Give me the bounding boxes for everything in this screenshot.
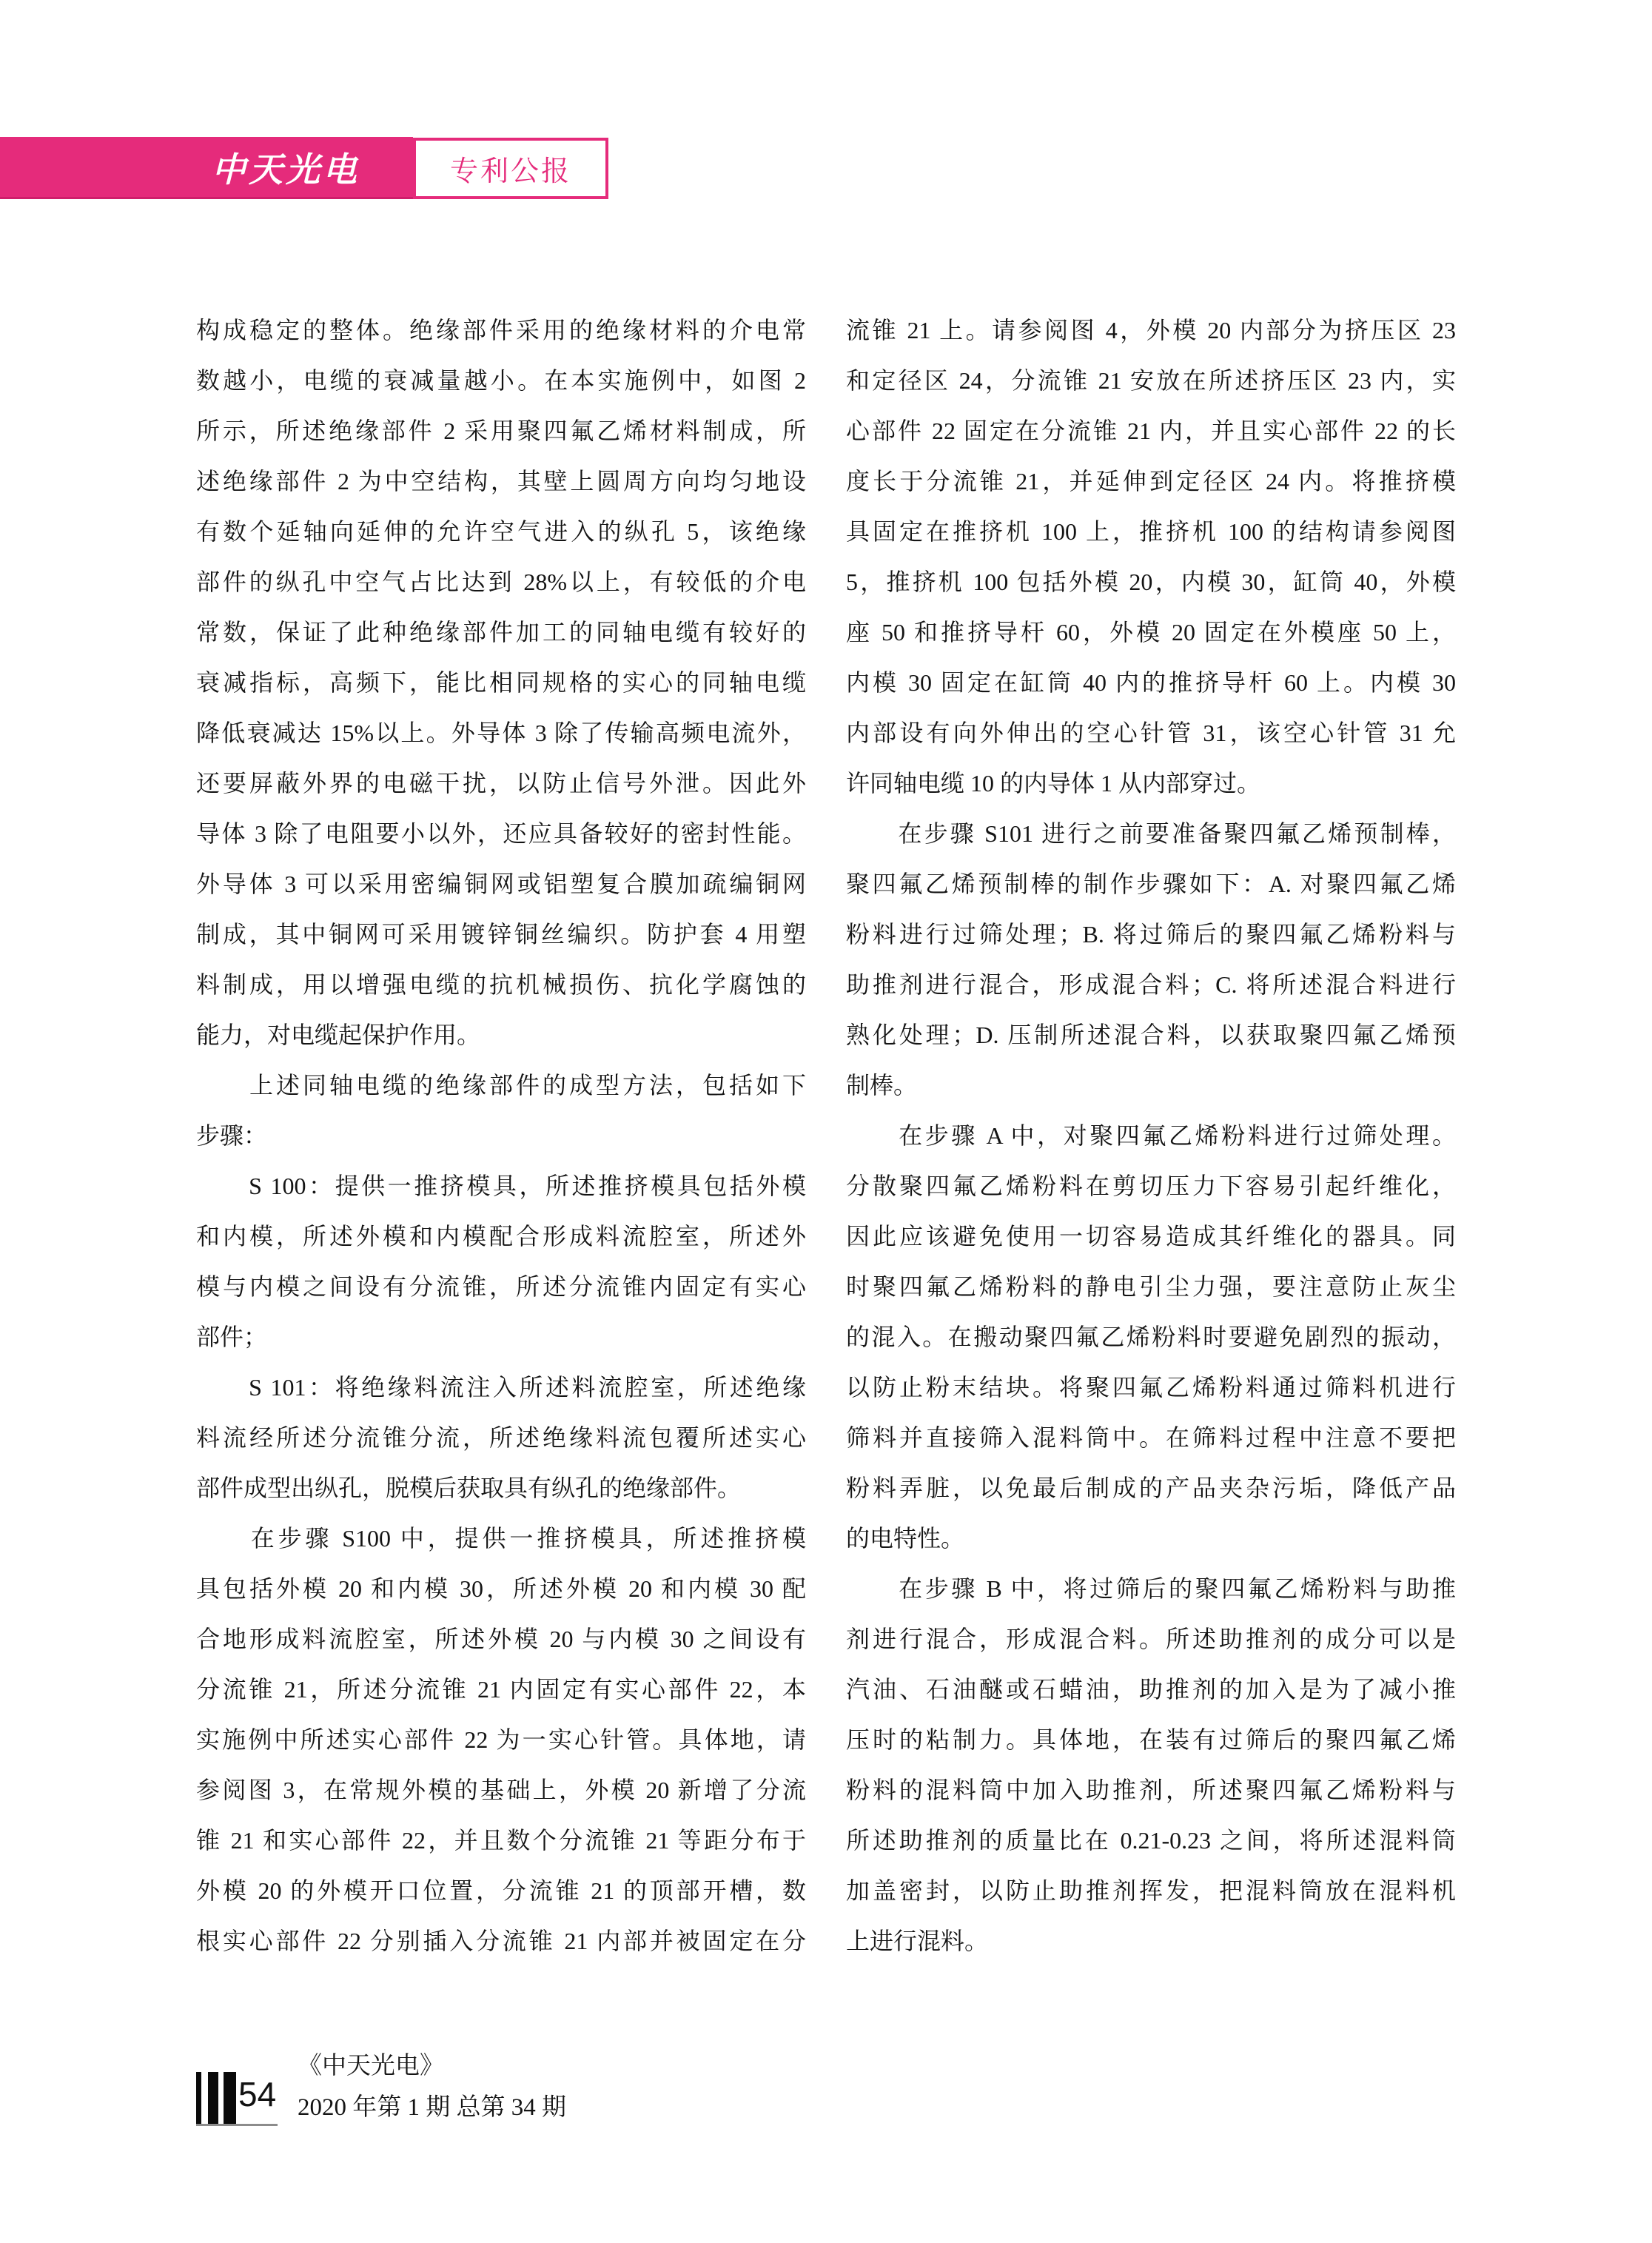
text-line: 在步骤 S100 中，提供一推挤模具，所述推挤模 [196, 1525, 806, 1552]
text-line: 具固定在推挤机 100 上，推挤机 100 的结构请参阅图 [846, 518, 1456, 545]
text-line: 分流锥 21，所述分流锥 21 内固定有实心部件 22，本 [196, 1676, 806, 1703]
text-line: 筛料并直接筛入混料筒中。在筛料过程中注意不要把 [846, 1424, 1456, 1451]
text-line: 有数个延轴向延伸的允许空气进入的纵孔 5，该绝缘 [196, 518, 806, 545]
footer-bar-icon [224, 2072, 236, 2125]
text-line: 在步骤 S101 进行之前要准备聚四氟乙烯预制棒， [846, 820, 1456, 847]
text-line: 部件； [196, 1324, 268, 1350]
footer-rule [196, 2124, 278, 2126]
page-number: 54 [238, 2075, 277, 2113]
text-line: 所述助推剂的质量比在 0.21-0.23 之间，将所述混料筒 [846, 1827, 1456, 1854]
text-column-left [196, 305, 806, 1966]
text-line: 以防止粉末结块。将聚四氟乙烯粉料通过筛料机进行 [846, 1374, 1456, 1401]
text-line: 合地形成料流腔室，所述外模 20 与内模 30 之间设有 [196, 1626, 806, 1652]
text-line: 聚四氟乙烯预制棒的制作步骤如下：A. 对聚四氟乙烯 [846, 871, 1456, 897]
text-line: 的混入。在搬动聚四氟乙烯粉料时要避免剧烈的振动， [846, 1324, 1456, 1350]
text-line: 根实心部件 22 分别插入分流锥 21 内部并被固定在分 [196, 1928, 806, 1954]
text-line: 许同轴电缆 10 的内导体 1 从内部穿过。 [846, 770, 1261, 797]
text-line: 座 50 和推挤导杆 60，外模 20 固定在外模座 50 上， [846, 619, 1456, 646]
text-line: 和定径区 24，分流锥 21 安放在所述挤压区 23 内，实 [846, 367, 1456, 394]
text-line: 构成稳定的整体。绝缘部件采用的绝缘材料的介电常 [196, 317, 806, 343]
text-line: 上进行混料。 [846, 1928, 989, 1954]
text-line: 制成，其中铜网可采用镀锌铜丝编织。防护套 4 用塑 [196, 921, 806, 948]
text-line: 还要屏蔽外界的电磁干扰，以防止信号外泄。因此外 [196, 770, 806, 797]
text-line: 度长于分流锥 21，并延伸到定径区 24 内。将推挤模 [846, 468, 1456, 494]
text-line: 在步骤 B 中，将过筛后的聚四氟乙烯粉料与助推 [846, 1575, 1456, 1602]
text-line: 具包括外模 20 和内模 30，所述外模 20 和内模 30 配 [196, 1575, 806, 1602]
text-line: 心部件 22 固定在分流锥 21 内，并且实心部件 22 的长 [846, 418, 1456, 444]
text-line: 上述同轴电缆的绝缘部件的成型方法，包括如下 [196, 1072, 806, 1099]
text-line: 的电特性。 [846, 1525, 965, 1552]
text-line: 锥 21 和实心部件 22，并且数个分流锥 21 等距分布于 [196, 1827, 806, 1854]
gazette-badge-label: 专利公报 [449, 156, 571, 187]
text-line: 降低衰减达 15%以上。外导体 3 除了传输高频电流外， [196, 720, 806, 746]
text-line: 加盖密封，以防止助推剂挥发，把混料筒放在混料机 [846, 1877, 1456, 1904]
text-line: 在步骤 A 中，对聚四氟乙烯粉料进行过筛处理。 [846, 1122, 1456, 1149]
journal-issue: 2020 年第 1 期 总第 34 期 [298, 2094, 566, 2121]
text-line: 部件的纵孔中空气占比达到 28%以上，有较低的介电 [196, 569, 806, 595]
text-line: 剂进行混合，形成混合料。所述助推剂的成分可以是 [846, 1626, 1456, 1652]
text-line: S 100：提供一推挤模具，所述推挤模具包括外模 [196, 1173, 806, 1199]
text-line: 汽油、石油醚或石蜡油，助推剂的加入是为了减小推 [846, 1676, 1456, 1703]
text-line: 时聚四氟乙烯粉料的静电引尘力强，要注意防止灰尘 [846, 1273, 1456, 1300]
text-line: 和内模，所述外模和内模配合形成料流腔室，所述外 [196, 1223, 806, 1250]
footer-bars-mark [196, 2072, 236, 2125]
journal-title: 《中天光电》 [298, 2053, 444, 2079]
text-line: 外模 20 的外模开口位置，分流锥 21 的顶部开槽，数 [196, 1877, 806, 1904]
text-line: 熟化处理；D. 压制所述混合料，以获取聚四氟乙烯预 [846, 1022, 1456, 1048]
text-line: 料流经所述分流锥分流，所述绝缘料流包覆所述实心 [196, 1424, 806, 1451]
gazette-badge [413, 138, 608, 199]
text-line: 制棒。 [846, 1072, 918, 1099]
text-line: 内部设有向外伸出的空心针管 31，该空心针管 31 允 [846, 720, 1456, 746]
journal-info [298, 2045, 566, 2128]
text-line: 部件成型出纵孔，脱模后获取具有纵孔的绝缘部件。 [196, 1475, 742, 1501]
brand-bar [0, 137, 413, 199]
text-line: 常数，保证了此种绝缘部件加工的同轴电缆有较好的 [196, 619, 806, 646]
brand-logo: 中天光电 [212, 149, 360, 190]
text-line: 步骤： [196, 1122, 268, 1149]
text-line: 实施例中所述实心部件 22 为一实心针管。具体地，请 [196, 1726, 806, 1753]
text-line: 压时的粘制力。具体地，在装有过筛后的聚四氟乙烯 [846, 1726, 1456, 1753]
footer-bar-icon [196, 2072, 201, 2125]
text-column-right [846, 305, 1456, 1966]
text-line: 导体 3 除了电阻要小以外，还应具备较好的密封性能。 [196, 820, 806, 847]
text-line: 料制成，用以增强电缆的抗机械损伤、抗化学腐蚀的 [196, 971, 806, 998]
text-line: 粉料的混料筒中加入助推剂，所述聚四氟乙烯粉料与 [846, 1777, 1456, 1803]
text-line: 助推剂进行混合，形成混合料；C. 将所述混合料进行 [846, 971, 1456, 998]
text-line: 因此应该避免使用一切容易造成其纤维化的器具。同 [846, 1223, 1456, 1250]
footer-bar-icon [208, 2072, 218, 2125]
text-line: S 101：将绝缘料流注入所述料流腔室，所述绝缘 [196, 1374, 806, 1401]
text-line: 分散聚四氟乙烯粉料在剪切压力下容易引起纤维化， [846, 1173, 1456, 1199]
text-line: 粉料进行过筛处理；B. 将过筛后的聚四氟乙烯粉料与 [846, 921, 1456, 948]
text-line: 能力，对电缆起保护作用。 [196, 1022, 481, 1048]
text-line: 衰减指标，高频下，能比相同规格的实心的同轴电缆 [196, 669, 806, 696]
text-line: 内模 30 固定在缸筒 40 内的推挤导杆 60 上。内模 30 [846, 669, 1456, 696]
text-line: 所示，所述绝缘部件 2 采用聚四氟乙烯材料制成，所 [196, 418, 806, 444]
text-line: 5，推挤机 100 包括外模 20，内模 30，缸筒 40，外模 [846, 569, 1456, 595]
text-line: 外导体 3 可以采用密编铜网或铝塑复合膜加疏编铜网 [196, 871, 806, 897]
text-line: 数越小，电缆的衰减量越小。在本实施例中，如图 2 [196, 367, 806, 394]
text-line: 粉料弄脏，以免最后制成的产品夹杂污垢，降低产品 [846, 1475, 1456, 1501]
text-line: 述绝缘部件 2 为中空结构，其壁上圆周方向均匀地设 [196, 468, 806, 494]
text-line: 流锥 21 上。请参阅图 4，外模 20 内部分为挤压区 23 [846, 317, 1456, 343]
text-line: 参阅图 3，在常规外模的基础上，外模 20 新增了分流 [196, 1777, 806, 1803]
text-line: 模与内模之间设有分流锥，所述分流锥内固定有实心 [196, 1273, 806, 1300]
